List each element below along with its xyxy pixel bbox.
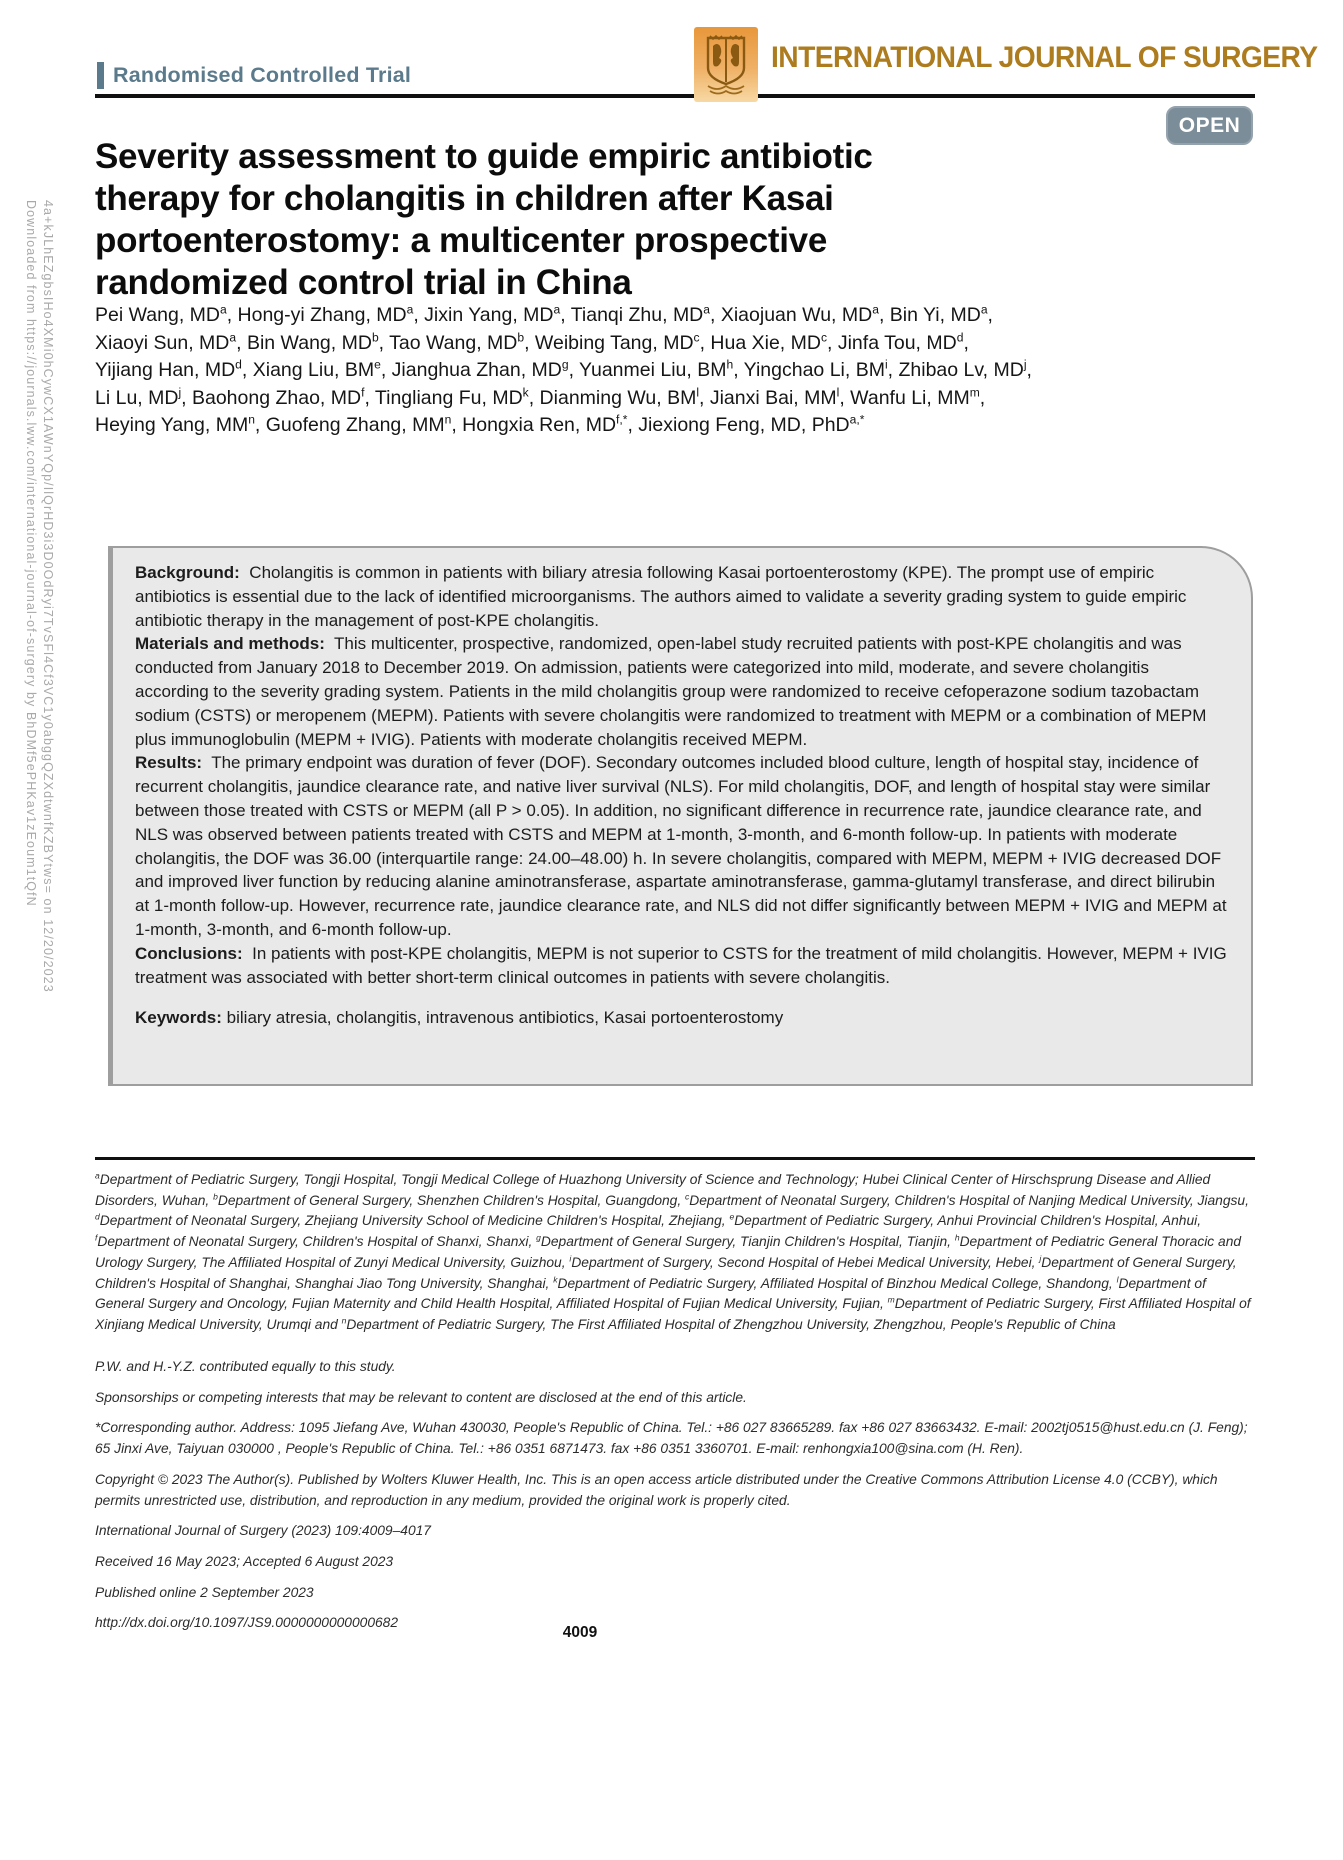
copyright-note: Copyright © 2023 The Author(s). Published by Wolters Kluwer Health, Inc. This is an open access article distributed under the Creative Commons Attribution License 4.0 (CCBY), which permits unrestricted use, distribution, and reproduction in any medium, provided the original work is properly cited. [95, 1471, 1218, 1508]
kicker-accent-bar [97, 62, 104, 89]
university-crest-icon [702, 34, 750, 96]
article-type-kicker [97, 62, 411, 89]
journal-logo [694, 27, 758, 102]
affiliations: $^a$Department of Pediatric Surgery, Tongji Hospital, Tongji Medical College of Huazhong University of Science and Technology; Hubei Clinical Center of Hirschsprung Disease and Allied Disorders, Wuhan, $^b$Department of General Surgery, Shenzhen Children's Hospital, Guangdong, $^c$Department of Neonatal Surgery, Children's Hospital of Nanjing Medical University, Jiangsu, $^d$Department of Neonatal Surgery, Zhejiang University School of Medicine Children's Hospital, Zhejiang, $^e$Department of Pediatric Surgery, Anhui Provincial Children's Hospital, Anhui, $^f$Department of Neonatal Surgery, Children's Hospital of Shanxi, Shanxi, $^g$Department of General Surgery, Tianjin Children's Hospital, Tianjin, $^h$Department of Pediatric General Thoracic and Urology Surgery, The Affiliated Hospital of Zunyi Medical University, Guizhou, $^i$Department of Surgery, Second Hospital of Hebei Medical University, Hebei, $^j$Department of General Surgery, Children's Hospital of Shanghai, Shanghai Jiao Tong University, Shanghai, $^k$Department of Pediatric Surgery, Affiliated Hospital of Binzhou Medical College, Shandong, $^l$Department of General Surgery and Oncology, Fujian Maternity and Child Health Hospital, Affiliated Hospital of Fujian Medical University, Fujian, $^m$Department of Pediatric Surgery, First Affiliated Hospital of Xinjiang Medical University, Urumqi and $^n$Department of Pediatric Surgery, The First Affiliated Hospital of Zhengzhou University, Zhengzhou, People's Republic of China [95, 1170, 1251, 1332]
citation-line: International Journal of Surgery (2023) 109:4009–4017 [95, 1523, 431, 1539]
abstract-methods-label: Materials and methods: [135, 634, 325, 654]
author-list: Pei Wang, $MD^a$, Hong-yi Zhang, $MD^a$, Jixin Yang, $MD^a$, Tianqi Zhu, $MD^a$, Xiaojuan Wu, $MD^a$, Bin Yi, $MD^a$, Xiaoyi Sun, $MD^a$, Bin Wang, $MD^b$, Tao Wang, $MD^b$, Weibing Tang, $MD^c$, Hua Xie, $MD^c$, Jinfa Tou, $MD^d$, Yijiang Han, $MD^d$, Xiang Liu, $BM^e$, Jianghua Zhan, $MD^g$, Yuanmei Liu, $BM^h$, Yingchao Li, $BM^i$, Zhibao Lv, $MD^j$, Li Lu, $MD^j$, Baohong Zhao, $MD^f$, Tingliang Fu, $MD^k$, Dianming Wu, $BM^l$, Jianxi Bai, $MM^l$, Wanfu Li, $MM^m$, Heying Yang, $MM^n$, Guofeng Zhang, $MM^n$, Hongxia Ren, $MD^{f,*}$, Jiexiong Feng, MD, PhD$^{a,*}$ [95, 302, 1032, 436]
published-online-line: Published online 2 September 2023 [95, 1584, 314, 1600]
article-title: Severity assessment to guide empiric antibiotic therapy for cholangitis in children after Kasai portoenterostomy: a multicenter prospective randomized control trial in China [95, 137, 873, 302]
abstract-background-label: Background: [135, 563, 240, 582]
page-number: 4009 [562, 1624, 598, 1641]
abstract-methods [135, 632, 1227, 751]
keywords-text: biliary atresia, cholangitis, intravenous antibiotics, Kasai portoenterostomy [226, 1008, 784, 1028]
abstract-background [135, 561, 1227, 632]
header-rule [95, 94, 1255, 98]
doi-link[interactable]: http://dx.doi.org/10.1097/JS9.0000000000000682 [95, 1615, 399, 1631]
journal-name: INTERNATIONAL JOURNAL OF SURGERY [771, 41, 1318, 74]
corresponding-author-note: *Corresponding author. Address: 1095 Jiefang Ave, Wuhan 430030, People's Republic of China. Tel.: +86 027 83665289. fax +86 027 83663432. E-mail: 2002tj0515@hust.edu.cn (J. Feng); 65 Jinxi Ave, Taiyuan 030000 , People's Republic of China. Tel.: +86 0351 6871473. fax +86 0351 3360701. E-mail: renhongxia100@sina.com (H. Ren). [95, 1420, 1248, 1457]
footnotes [95, 1357, 1257, 1644]
open-access-badge: OPEN [1166, 106, 1253, 145]
footnote-rule [95, 1157, 1255, 1160]
equal-contribution-note: P.W. and H.-Y.Z. contributed equally to this study. [95, 1359, 396, 1374]
received-accepted-line: Received 16 May 2023; Accepted 6 August 2023 [95, 1553, 394, 1569]
abstract-conclusions [135, 942, 1227, 990]
disclosure-note: Sponsorships or competing interests that may be relevant to content are disclosed at the end of this article. [95, 1389, 747, 1405]
abstract-background-text: Cholangitis is common in patients with biliary atresia following Kasai portoenterostomy (KPE). The prompt use of empiric antibiotics is essential due to the lack of identified microorganisms. The authors aimed to validate a severity grading system to guide empiric antibiotic therapy in the management of post-KPE cholangitis. [135, 563, 1187, 630]
abstract-results-label: Results: [135, 753, 203, 773]
abstract-results [135, 751, 1227, 941]
abstract-box [108, 546, 1253, 1086]
abstract-conclusions-text: In patients with post-KPE cholangitis, MEPM is not superior to CSTS for the treatment of mild cholangitis. However, MEPM + IVIG treatment was associated with better short-term clinical outcomes in patients with severe cholangitis. [135, 943, 1227, 987]
watermark-line-1: Downloaded from https://journals.lww.com/international-journal-of-surgery by BhDMf5ePHKav1zEoum1tQfN [24, 200, 38, 907]
abstract-results-text: The primary endpoint was duration of fever (DOF). Secondary outcomes included blood culture, length of hospital stay, incidence of recurrent cholangitis, jaundice clearance rate, and native liver survival (NLS). For mild cholangitis, DOF, and length of hospital stay were similar between those treated with CSTS or MEPM (all P > 0.05). In addition, no significant difference in recurrence rate, jaundice clearance rate, and NLS was observed between patients treated with CSTS and MEPM at 1-month, 3-month, and 6-month follow-up. In patients with moderate cholangitis, the DOF was 36.00 (interquartile range: 24.00–48.00) h. In severe cholangitis, compared with MEPM, MEPM + IVIG decreased DOF and improved liver function by reducing alanine aminotransferase, aspartate aminotransferase, gamma-glutamyl transferase, and direct bilirubin at 1-month follow-up. However, recurrence rate, jaundice clearance rate, and NLS did not differ significantly between MEPM + IVIG and MEPM at 1-month, 3-month, and 6-month follow-up. [135, 753, 1227, 939]
abstract-conclusions-label: Conclusions: [135, 943, 243, 963]
download-watermark [22, 200, 56, 993]
watermark-line-2: 4a+kJLhEZgbsIHo4XMi0hCywCX1AWnYQp/IlQrHD3i3D0OdRyi7TvSFl4Cf3VC1y0abggQZXdtwnfKZBYtws= on 12/20/2023 [41, 200, 55, 993]
article-type-label: Randomised Controlled Trial [113, 63, 412, 87]
keywords-label: Keywords: [135, 1008, 222, 1028]
keywords [135, 1006, 1227, 1030]
abstract-methods-text: This multicenter, prospective, randomized, open-label study recruited patients with post-KPE cholangitis and was conducted from January 2018 to December 2019. On admission, patients were categorized into mild, moderate, and severe cholangitis according to the severity grading system. Patients in the mild cholangitis group were randomized to receive cefoperazone sodium tazobactam sodium (CSTS) or meropenem (MEPM). Patients with severe cholangitis were randomized to treatment with MEPM or a combination of MEPM plus immunoglobulin (MEPM + IVIG). Patients with moderate cholangitis received MEPM. [135, 634, 1207, 749]
